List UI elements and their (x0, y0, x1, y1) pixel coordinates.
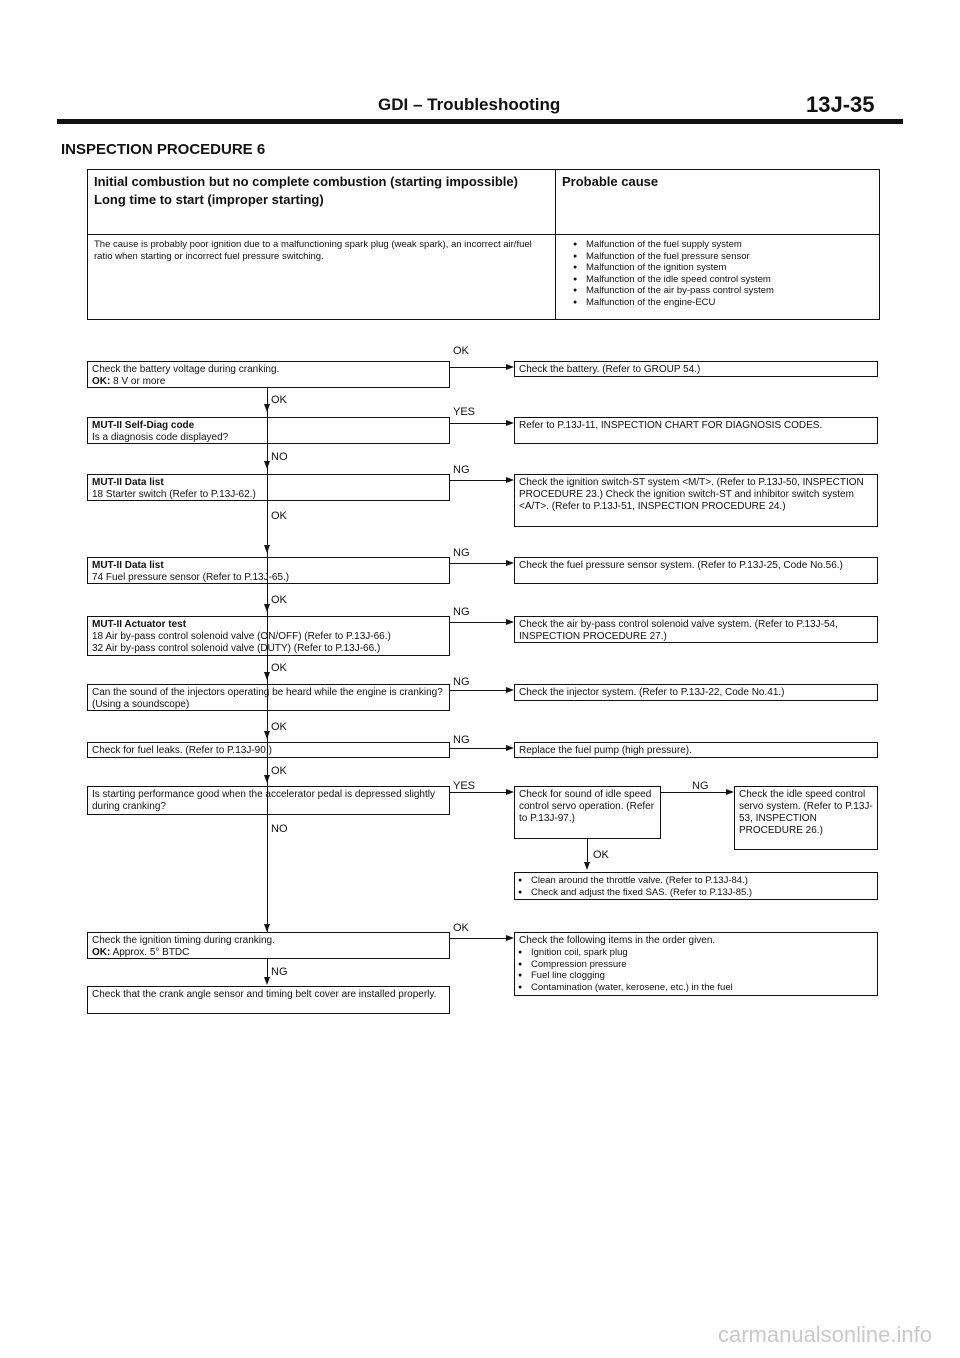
branch-label: NG (692, 780, 709, 792)
branch-label: NG (453, 734, 470, 746)
step-fuel-leaks: Check for fuel leaks. (Refer to P.13J-90.) (87, 742, 450, 758)
branch-label: OK (271, 765, 287, 777)
branch-label: OK (271, 721, 287, 733)
result-diag-codes: Refer to P.13J-11, INSPECTION CHART FOR DIAGNOSIS CODES. (514, 417, 878, 444)
step-accelerator-test: Is starting performance good when the accelerator pedal is depressed slightly during cranking? (87, 786, 450, 815)
list-item: ● Compression pressure (531, 959, 873, 971)
step-title: MUT-II Self-Diag code (92, 420, 195, 431)
arrow-down-icon (264, 604, 270, 612)
arrow-right-icon (506, 420, 514, 426)
list-item: ● Check and adjust the fixed SAS. (Refer to P.13J-85.) (531, 887, 873, 899)
page-number: 13J-35 (806, 92, 875, 117)
branch-label: NO (271, 451, 288, 463)
arrow-right-icon (506, 745, 514, 751)
branch-label: NG (453, 547, 470, 559)
result-battery: Check the battery. (Refer to GROUP 54.) (514, 361, 878, 377)
arrow-down-icon (264, 775, 270, 783)
ok-value: Approx. 5° BTDC (112, 947, 190, 958)
step-title: MUT-II Actuator test (92, 619, 187, 630)
connector (450, 690, 506, 691)
step-crank-angle-sensor: Check that the crank angle sensor and timing belt cover are installed properly. (87, 986, 450, 1014)
step-injector-sound: Can the sound of the injectors operating be heard while the engine is cranking? (Using a soundscope) (87, 684, 450, 711)
arrow-down-icon (264, 731, 270, 739)
step-text: 32 Air by-pass control solenoid valve (DUTY) (Refer to P.13J-66.) (92, 643, 381, 654)
arrow-down-icon (264, 461, 270, 469)
branch-label: OK (271, 510, 287, 522)
branch-label: YES (453, 780, 476, 792)
connector (267, 959, 268, 977)
branch-label: NG (453, 464, 470, 476)
result-injector: Check the injector system. (Refer to P.13J-22, Code No.41.) (514, 684, 878, 701)
symptom-cell (88, 170, 556, 235)
step-text: Is a diagnosis code displayed? (92, 432, 229, 443)
cause-list (562, 239, 873, 308)
step-text: 18 Starter switch (Refer to P.13J-62.) (92, 489, 256, 500)
arrow-down-icon (264, 404, 270, 412)
step-ignition-timing (87, 932, 450, 959)
result-ignition-switch: Check the ignition switch-ST system <M/T>. (Refer to P.13J-50, INSPECTION PROCEDURE 23.) Check the ignition switch-ST and inhibitor switch system <A/T>. (Refer to P.13J-51, INSPECTION PROCEDURE 24.) (514, 474, 878, 527)
section-title: INSPECTION PROCEDURE 6 (61, 141, 266, 158)
result-idle-servo-sound: Check for sound of idle speed control servo operation. (Refer to P.13J-97.) (514, 786, 661, 839)
step-text: 18 Air by-pass control solenoid valve (ON/OFF) (Refer to P.13J-66.) (92, 631, 391, 642)
header-title: GDI – Troubleshooting (378, 95, 561, 114)
arrow-right-icon (506, 364, 514, 370)
connector (450, 792, 506, 793)
list-item: ● Clean around the throttle valve. (Refer to P.13J-84.) (531, 875, 873, 887)
arrow-down-icon (264, 545, 270, 553)
header-rule (57, 119, 903, 124)
list-item: ● Contamination (water, kerosene, etc.) in the fuel (531, 982, 873, 994)
branch-label: OK (593, 849, 609, 861)
arrow-right-icon (506, 560, 514, 566)
arrow-right-icon (506, 935, 514, 941)
connector (450, 938, 506, 939)
cause-list-cell (556, 235, 880, 320)
list-item: ● Malfunction of the air by-pass control system (586, 285, 873, 297)
ok-label: OK: (92, 947, 111, 958)
branch-label: OK (271, 594, 287, 606)
step-starter-switch (87, 474, 450, 501)
result-fuel-pump: Replace the fuel pump (high pressure). (514, 742, 878, 758)
branch-label: NO (271, 823, 288, 835)
symptom-1: Initial combustion but no complete combustion (starting impossible) (94, 174, 518, 189)
result-air-bypass: Check the air by-pass control solenoid valve system. (Refer to P.13J-54, INSPECTION PROCEDURE 27.) (514, 616, 878, 643)
connector (450, 367, 506, 368)
arrow-down-icon (264, 977, 270, 985)
step-title: MUT-II Data list (92, 560, 164, 571)
list-item: ● Fuel line clogging (531, 970, 873, 982)
arrow-right-icon (506, 619, 514, 625)
result-check-items (514, 932, 878, 996)
cause-header: Probable cause (562, 174, 659, 189)
check-intro: Check the following items in the order given. (519, 935, 716, 946)
throttle-sas-list (519, 875, 873, 898)
cause-description: The cause is probably poor ignition due to a malfunctioning spark plug (weak spark), an incorrect air/fuel ratio when starting or incorrect fuel pressure switching. (94, 239, 532, 262)
probable-cause-table (87, 169, 880, 320)
connector (450, 622, 506, 623)
arrow-right-icon (506, 789, 514, 795)
ok-label: OK: (92, 376, 111, 387)
arrow-right-icon (506, 687, 514, 693)
symptom-2: Long time to start (improper starting) (94, 192, 324, 207)
connector (450, 423, 506, 424)
list-item: ● Malfunction of the fuel pressure sensor (586, 251, 873, 263)
step-actuator-test (87, 616, 450, 656)
step-battery-voltage (87, 361, 450, 388)
step-self-diag (87, 417, 450, 444)
step-text: Check the ignition timing during cranking. (92, 935, 275, 946)
description-cell (88, 235, 556, 320)
list-item: ● Malfunction of the fuel supply system (586, 239, 873, 251)
check-items-list (519, 947, 873, 993)
list-item: ● Ignition coil, spark plug (531, 947, 873, 959)
arrow-down-icon (264, 672, 270, 680)
list-item: ● Malfunction of the engine-ECU (586, 297, 873, 309)
branch-label: NG (453, 676, 470, 688)
arrow-down-icon (584, 862, 590, 870)
cause-header-cell (556, 170, 880, 235)
ok-value: 8 V or more (113, 376, 166, 387)
result-throttle-sas (514, 872, 878, 900)
connector (450, 748, 506, 749)
branch-label: OK (453, 922, 469, 934)
connector (661, 792, 726, 793)
branch-label: OK (453, 345, 469, 357)
list-item: ● Malfunction of the ignition system (586, 262, 873, 274)
watermark: carmanualsonline.info (717, 1322, 932, 1347)
branch-label: NG (271, 966, 288, 978)
step-fuel-pressure-sensor (87, 557, 450, 584)
branch-label: YES (453, 406, 476, 418)
arrow-right-icon (726, 789, 734, 795)
result-idle-servo-system: Check the idle speed control servo system. (Refer to P.13J-53, INSPECTION PROCEDURE 26.) (734, 786, 878, 850)
branch-label: NG (453, 606, 470, 618)
branch-label: OK (271, 394, 287, 406)
connector (587, 839, 588, 863)
branch-label: OK (271, 662, 287, 674)
step-text: Check the battery voltage during cranking. (92, 364, 280, 375)
step-text: 74 Fuel pressure sensor (Refer to P.13J-65.) (92, 572, 290, 583)
connector (450, 480, 506, 481)
connector (450, 563, 506, 564)
list-item: ● Malfunction of the idle speed control system (586, 274, 873, 286)
arrow-right-icon (506, 477, 514, 483)
step-title: MUT-II Data list (92, 477, 164, 488)
result-fuel-pressure-sensor: Check the fuel pressure sensor system. (Refer to P.13J-25, Code No.56.) (514, 557, 878, 584)
arrow-down-icon (264, 924, 270, 932)
